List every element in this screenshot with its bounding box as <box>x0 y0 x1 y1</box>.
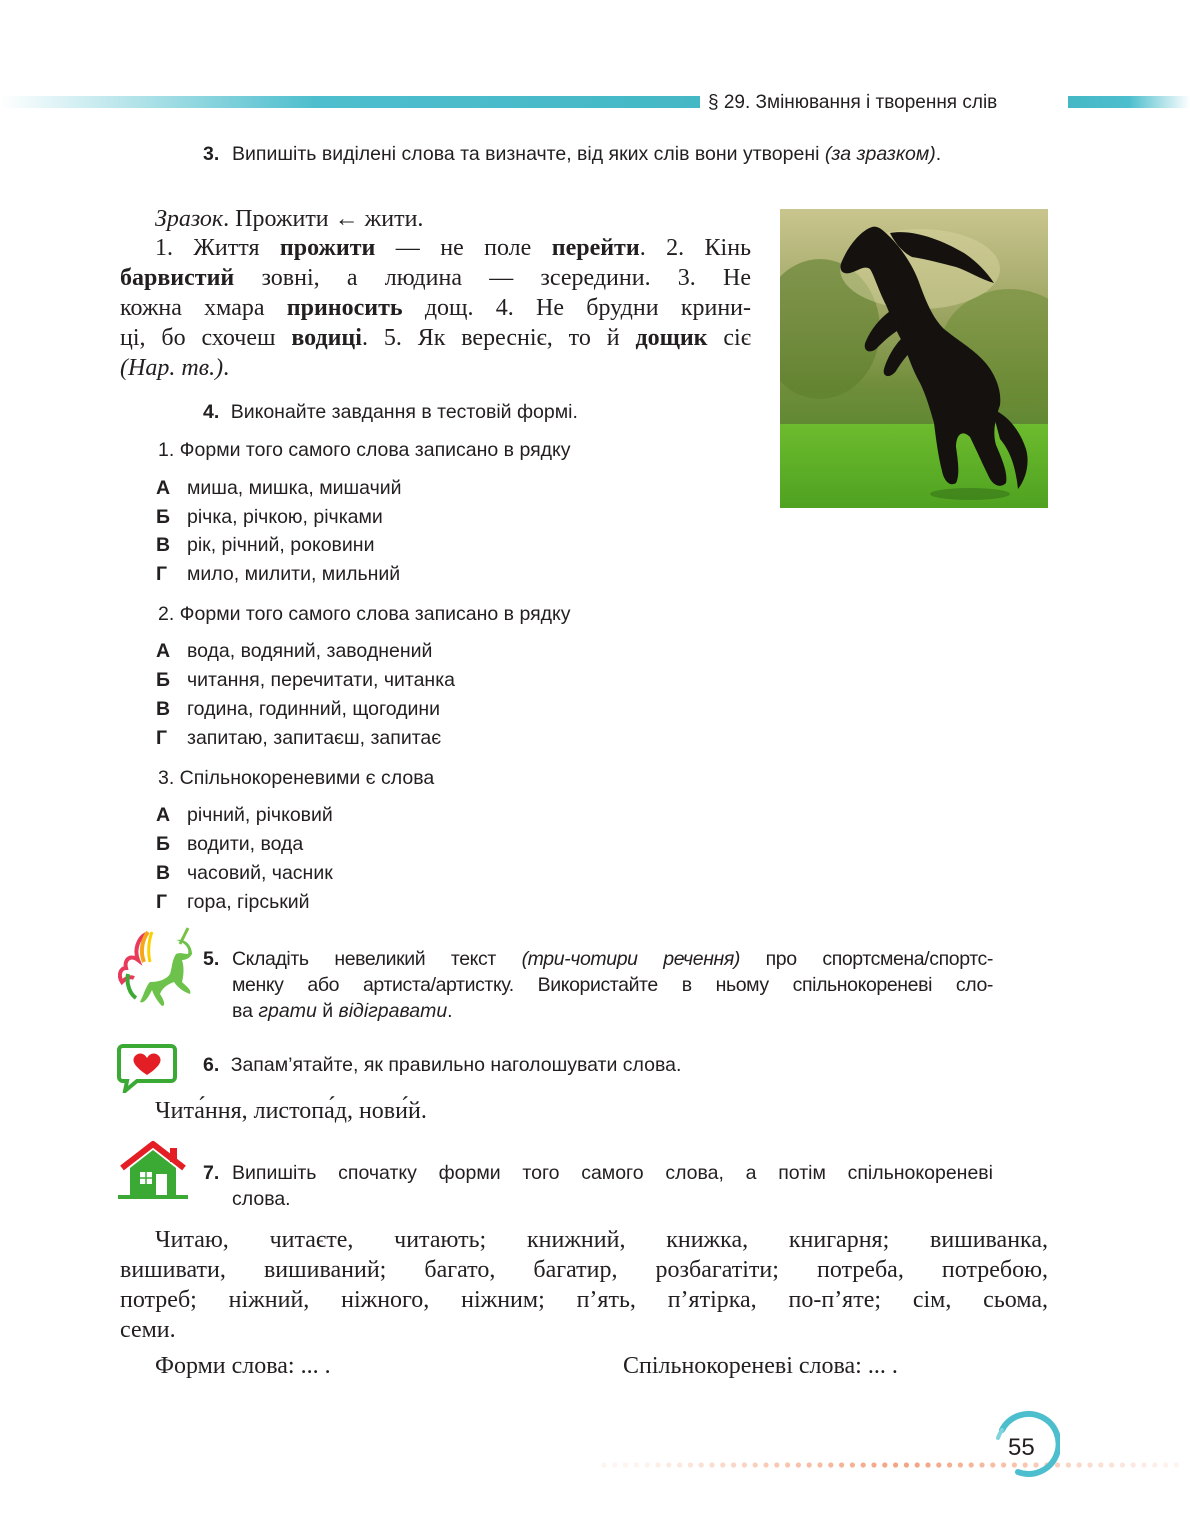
source-note: (Нар. тв.) <box>120 355 224 381</box>
task-3-instruction: 3. Випишіть виділені слова та визначте, від яких слів вони утворені (за зразком). <box>203 143 942 165</box>
footer-dot <box>774 1462 779 1467</box>
footer-dot <box>655 1462 660 1467</box>
stress-words: Чита́ння, листопа́д, нови́й. <box>155 1098 427 1124</box>
footer-dot <box>623 1462 628 1467</box>
text-line: кожна хмара приносить дощ. 4. Не брудни крини- <box>120 295 752 321</box>
unicorn-icon <box>118 924 198 1010</box>
footer-dot <box>925 1462 930 1467</box>
task-7-text: Читаю, читаєте, читають; книжний, книжка, книгарня; вишиванка, вишивати, вишиваний; багато, багатир, розбагатіти; потреба, потребою, потреб; ніжний, ніжного, ніжним; п’ять, п’ятірка, по-п’яте; сім, сьома, семи. <box>120 1227 1048 1343</box>
footer-dot <box>742 1462 747 1467</box>
footer-dot <box>871 1462 876 1467</box>
question-3: 3. Спільнокореневими є слова <box>158 767 435 789</box>
footer-dot <box>807 1462 812 1467</box>
footer-dot <box>720 1462 725 1467</box>
footer-dot <box>1066 1462 1071 1467</box>
task-number: 5. <box>203 948 220 970</box>
footer-dot <box>763 1462 768 1467</box>
task-6-instruction: 6. Запам’ятайте, як правильно наголошувати слова. <box>203 1054 682 1076</box>
task-7-instruction: 7. Випишіть спочатку форми того самого слова, а потім спільнокореневі слова. <box>203 1162 993 1210</box>
forms-answer-line: Форми слова: ... . <box>155 1353 331 1379</box>
footer-dot <box>731 1462 736 1467</box>
footer-dot <box>1077 1462 1082 1467</box>
footer-dot <box>1120 1462 1125 1467</box>
text-line: 1. Життя прожити — не поле перейти. 2. Кінь <box>155 235 752 261</box>
question-2: 2. Форми того самого слова записано в рядку <box>158 603 571 625</box>
footer-dot <box>904 1462 909 1467</box>
footer-dot <box>1174 1462 1179 1467</box>
task-number: 7. <box>203 1162 220 1184</box>
header-band-left <box>0 96 700 108</box>
footer-dot <box>601 1462 606 1467</box>
footer-dot <box>839 1462 844 1467</box>
footer-dot <box>979 1462 984 1467</box>
section-title: § 29. Змінювання і творення слів <box>708 92 998 113</box>
footer-dot <box>936 1462 941 1467</box>
footer-dot <box>1163 1462 1168 1467</box>
footer-dot <box>817 1462 822 1467</box>
task-number: 4. <box>203 401 220 423</box>
footer-dot <box>666 1462 671 1467</box>
footer-dot <box>709 1462 714 1467</box>
footer-dot <box>861 1462 866 1467</box>
page-number: 55 <box>1008 1434 1035 1461</box>
footer-dot <box>1098 1462 1103 1467</box>
text-line: барвистий зовні, а людина — зсередини. 3. Не <box>120 265 751 291</box>
footer-dot <box>1087 1462 1092 1467</box>
footer-dot <box>1131 1462 1136 1467</box>
footer-dot <box>688 1462 693 1467</box>
footer-dot <box>915 1462 920 1467</box>
footer-dot <box>969 1462 974 1467</box>
header-band-right <box>1068 96 1190 108</box>
footer-dot <box>645 1462 650 1467</box>
footer-dots <box>600 1461 1190 1469</box>
footer-dot <box>612 1462 617 1467</box>
footer-dot <box>785 1462 790 1467</box>
footer-dot <box>1152 1462 1157 1467</box>
footer-dot <box>634 1462 639 1467</box>
footer-dot <box>958 1462 963 1467</box>
horse-photo <box>780 209 1048 508</box>
footer-dot <box>828 1462 833 1467</box>
footer-dot <box>850 1462 855 1467</box>
text-line: ці, бо схочеш водиці. 5. Як вересніє, то й дощик сіє <box>120 325 751 351</box>
sample-label: Зразок <box>155 206 224 232</box>
footer-dot <box>947 1462 952 1467</box>
footer-dot <box>893 1462 898 1467</box>
question-1: 1. Форми того самого слова записано в рядку <box>158 439 571 461</box>
footer-dot <box>699 1462 704 1467</box>
footer-dot <box>796 1462 801 1467</box>
text-line: (Нар. тв.). <box>120 355 230 381</box>
cognates-answer-line: Спільнокореневі слова: ... . <box>623 1353 898 1379</box>
task-number: 6. <box>203 1054 220 1076</box>
footer-dot <box>753 1462 758 1467</box>
task-number: 3. <box>203 143 220 165</box>
heart-message-icon <box>117 1043 177 1093</box>
task-3-text <box>120 233 751 383</box>
footer-dot <box>882 1462 887 1467</box>
sample-line: Зразок. Прожити ← жити. <box>155 206 424 232</box>
task-5-instruction: 5. Складіть невеликий текст (три-чотири речення) про спортсмена/спортс- менку або артиста/артистку. Використайте в ньому спільнокореневі сло- ва грати й відігравати. <box>203 948 993 1022</box>
task-4-instruction: 4. Виконайте завдання в тестовій формі. <box>203 401 578 423</box>
footer-dot <box>1109 1462 1114 1467</box>
footer-dot <box>677 1462 682 1467</box>
house-icon <box>118 1140 188 1200</box>
footer-dot <box>1141 1462 1146 1467</box>
